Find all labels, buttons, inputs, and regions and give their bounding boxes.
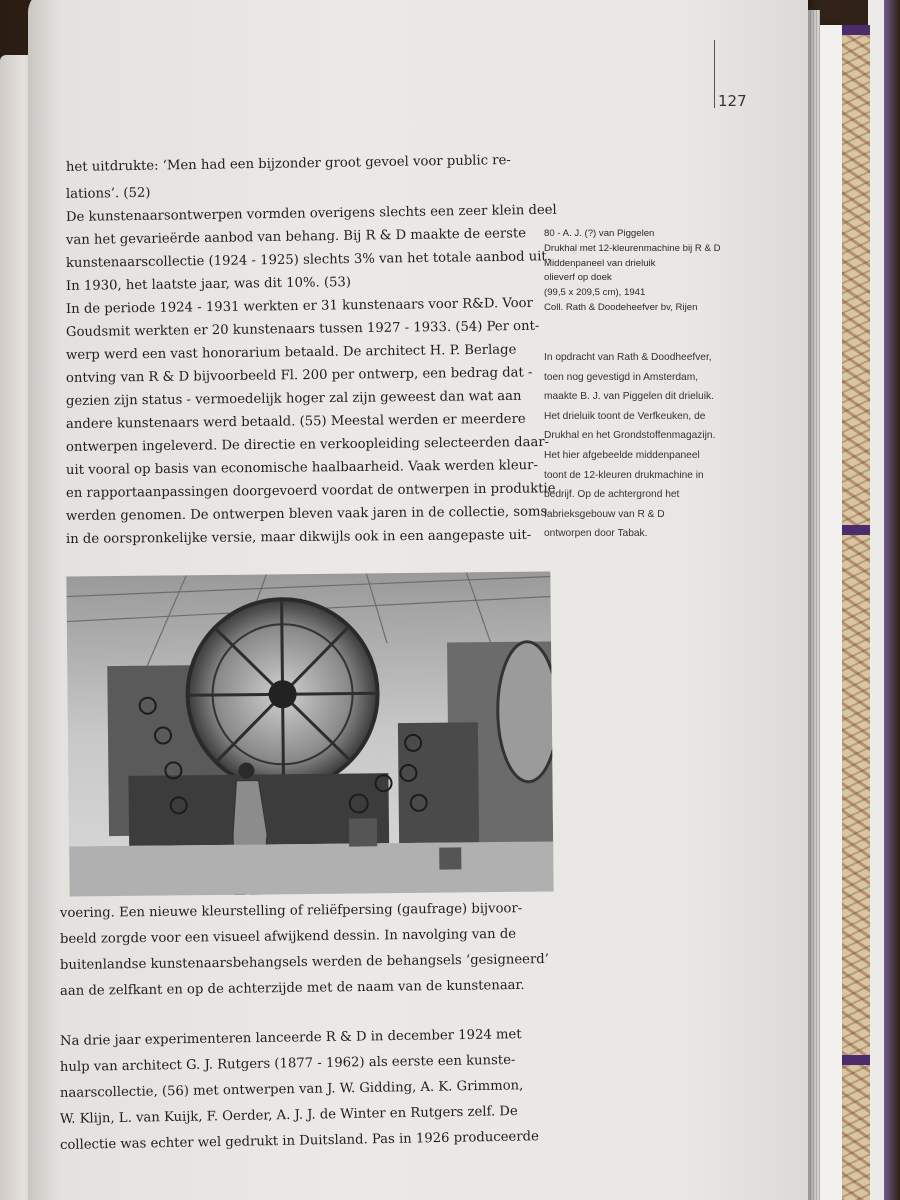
page-number-rule [714, 40, 715, 108]
caption-line: Middenpaneel van drieluik [544, 257, 656, 269]
side-note-line: ontworpen door Tabak. [544, 528, 648, 540]
body-line: hulp van architect G. J. Rutgers (1877 - 1962) als eerste een kunste- [59, 1052, 516, 1075]
side-note-line: bedrijf. Op de achtergrond het [544, 489, 680, 501]
body-line: werden genomen. De ontwerpen bleven vaak jaren in de collectie, soms [65, 504, 548, 524]
body-line: naarscollectie, (56) met ontwerpen van J. W. Gidding, A. K. Grimmon, [59, 1078, 524, 1101]
body-line: het uitdrukte: ‘Men had een bijzonder groot gevoel voor public re- [65, 153, 511, 175]
side-note-line: toen nog gevestigd in Amsterdam, [544, 371, 699, 383]
figure-side-note [544, 348, 774, 544]
side-note-line: Het drieluik toont de Verfkeuken, de [544, 410, 706, 422]
body-line: kunstenaarscollectie (1924 - 1925) slechts 3% van het totale aanbod uit. [65, 249, 551, 271]
side-note-line: maakte B. J. van Piggelen dit drieluik. [544, 391, 714, 403]
side-note-line: fabrieksgebouw van R & D [544, 508, 665, 520]
body-line: collectie was echter wel gedrukt in Duitsland. Pas in 1926 produceerde [59, 1129, 539, 1153]
caption-line: 80 - A. J. (?) van Piggelen [544, 228, 655, 239]
caption-line: olieverf op doek [544, 272, 612, 284]
body-line: in de oorspronkelijke versie, maar dikwijls ook in een aangepaste uit- [65, 527, 532, 547]
page-number: 127 [718, 92, 747, 110]
body-line: In 1930, het laatste jaar, was dit 10%. (53) [65, 275, 352, 294]
body-line: buitenlandse kunstenaarsbehangsels werden de behangsels ‘gesigneerd’ [59, 952, 549, 973]
body-line: uit vooral op basis van economische haalbaarheid. Vaak werden kleur- [65, 458, 538, 478]
adjacent-book-spine [868, 0, 884, 1200]
caption-line: Coll. Rath & Doodeheefver bv, Rijen [544, 301, 698, 313]
book-cover-edge [884, 0, 900, 1200]
side-note-line: Het hier afgebeelde middenpaneel [544, 449, 700, 461]
body-line: van het gevarieërde aanbod van behang. Bij R & D maakte de eerste [65, 226, 527, 248]
side-note-line: In opdracht van Rath & Doodheefver, [544, 352, 712, 363]
side-note-line: toont de 12-kleuren drukmachine in [544, 469, 704, 481]
body-line: ontving van R & D bijvoorbeeld Fl. 200 per ontwerp, een bedrag dat - [65, 365, 533, 386]
body-line: beeld zorgde voor een visueel afwijkend dessin. In navolging van de [59, 926, 517, 947]
body-line: voering. Een nieuwe kleurstelling of reliëfpersing (gaufrage) bijvoor- [59, 901, 523, 921]
body-line: lations’. (52) [65, 185, 151, 202]
body-line: werp werd een vast honorarium betaald. De architect H. P. Berlage [65, 342, 517, 363]
body-line: Na drie jaar experimenteren lanceerde R & D in december 1924 met [59, 1027, 522, 1049]
figure-caption [544, 227, 774, 316]
printing-machine-painting [66, 571, 553, 896]
body-line: In de periode 1924 - 1931 werkten er 31 kunstenaars voor R&D. Voor [65, 295, 533, 317]
body-line: gezien zijn status - vermoedelijk hoger zal zijn geweest dan wat aan [65, 388, 522, 409]
side-note-line: Drukhal en het Grondstoffenmagazijn. [544, 430, 716, 442]
body-line: ontwerpen ingeleverd. De directie en verkoopleiding selecteerden daar- [65, 434, 550, 455]
body-line: andere kunstenaars werd betaald. (55) Meestal werden er meerdere [65, 411, 526, 432]
body-line: en rapportaanpassingen doorgevoerd voordat de ontwerpen in produktie [65, 481, 556, 501]
body-line: W. Klijn, L. van Kuijk, F. Oerder, A. J. J. de Winter en Rutgers zelf. De [59, 1104, 518, 1127]
back-cover [820, 25, 842, 1200]
marbled-book-edge [842, 25, 870, 1200]
body-line: De kunstenaarsontwerpen vormden overigens slechts een zeer klein deel [65, 202, 557, 225]
body-line: Goudsmit werkten er 20 kunstenaars tussen 1927 - 1933. (54) Per ont- [65, 318, 540, 340]
caption-line: (99,5 x 209,5 cm), 1941 [544, 287, 646, 299]
caption-line: Drukhal met 12-kleurenmachine bij R & D [544, 242, 721, 254]
body-line: aan de zelfkant en op de achterzijde met de naam van de kunstenaar. [59, 977, 525, 999]
